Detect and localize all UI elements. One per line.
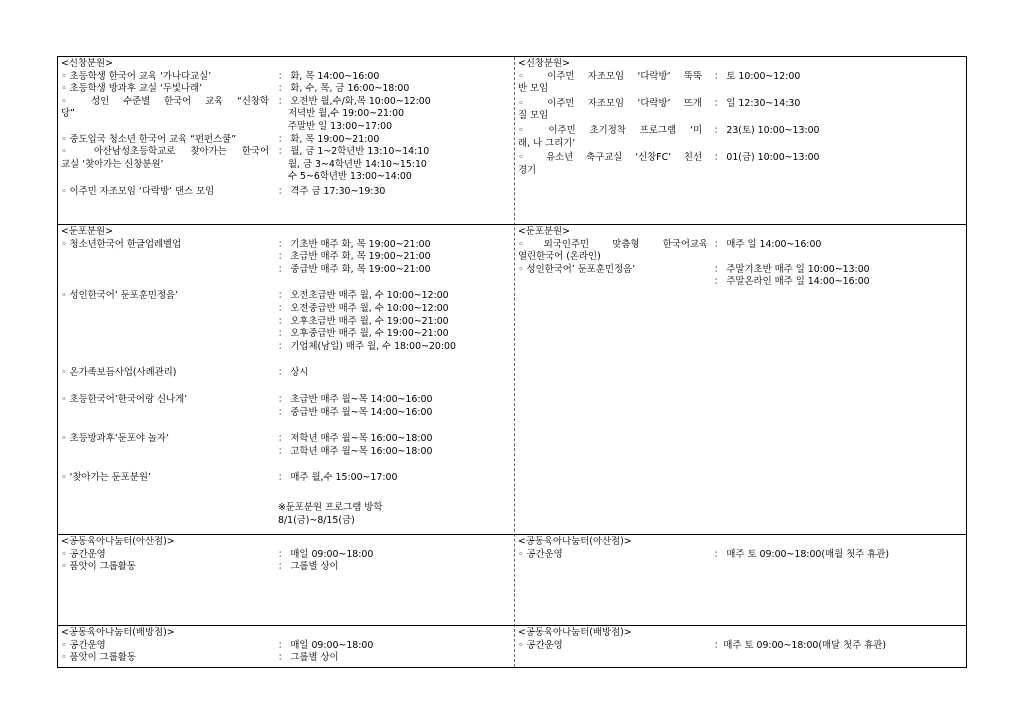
program-time-line: ： 01(금) 10:00~13:00 [714,152,820,164]
program-row [61,71,511,84]
program-time [278,83,409,96]
section-title: <둔포분원> [61,226,113,237]
program-time [278,71,379,84]
program-label [518,239,708,264]
program-label: ◦ 초등한국어’한국어랑 신나게’ [61,393,188,405]
program-time [278,96,431,134]
program-row [61,239,511,277]
program-time-line: ： 월, 금 1~2학년반 13:10~14:10 [278,146,430,158]
program-list [518,640,963,653]
program-row [61,561,511,574]
program-time-line: ： 상시 [278,367,309,379]
program-time-line: ： 주말온라인 매주 일 14:00~16:00 [714,276,870,288]
program-label-line: ◦ 초등학생 한국어 교육 ‘가나다교실’ [61,70,212,82]
program-label [518,125,702,150]
program-time [714,98,800,111]
program-label-line: ◦ 중도입국 청소년 한국어 교육 “펀펀스쿨” [61,133,237,145]
program-list [61,549,511,574]
program-row [518,152,963,177]
program-row [61,394,511,419]
program-time-line: ： 오후초급반 매주 월, 수 19:00~21:00 [278,315,449,327]
program-time-line: ： 화, 목 14:00~16:00 [278,70,380,82]
program-label-line: 경기 [518,164,537,176]
program-label-line: 반 모임 [518,83,549,95]
program-row [518,71,963,96]
program-time [714,125,820,138]
schedule-sheet [57,56,967,668]
program-row [518,98,963,123]
program-time [278,394,432,419]
program-time [278,186,385,199]
program-time [714,71,800,84]
program-time [714,239,821,252]
program-row [518,239,963,264]
program-row [518,264,963,289]
program-list [518,71,963,178]
asan-nanum-right-cell [518,536,963,624]
program-time: ： 매주 토 09:00~18:00(매월 첫주 휴관) [714,548,889,560]
program-time-line: 수 5~6학년반 13:00~14:00 [288,171,412,183]
program-time-line: ： 오전초급반 매주 월, 수 10:00~12:00 [278,290,449,302]
section-title: <둔포분원> [518,226,570,237]
program-label-line: ◦ 이주민 자조모임 ‘다락방’ 댄스 모임 [61,185,215,197]
program-time-line: ： 오전반 월,수/화,목 10:00~12:00 [278,95,431,107]
program-time-line: ： 저학년 매주 월~목 16:00~18:00 [278,433,433,445]
program-list [518,549,963,562]
program-label [518,98,702,123]
program-time-line: ： 매주 월,수 15:00~17:00 [278,472,398,484]
program-label [61,186,269,199]
program-label-line: ◦ 초등학생 방과후 교실 ‘두빛나래’ [61,83,203,95]
asan-nanum-left-cell [61,536,511,624]
program-label-line: ◦ 이주민 자조모임 ‘다락방’ 뜨개 [518,97,702,109]
program-label: ◦ ‘찾아가는 둔포분원’ [61,472,151,484]
program-list [61,71,511,199]
program-label-line: ◦ 성인 수준별 한국어 교육 “신창학 [61,95,269,107]
program-row [61,652,511,665]
program-time-line: ： 중급반 매주 화, 목 19:00~21:00 [278,263,431,275]
program-time-line: ： 토 10:00~12:00 [714,70,801,82]
baebang-nanum-right-cell [518,627,963,667]
program-label [61,96,269,121]
program-time-line: ： 고학년 매주 월~목 16:00~18:00 [278,445,433,457]
program-time-line: ： 기업체(남일) 매주 월, 수 18:00~20:00 [278,340,456,352]
program-time-line: ： 격주 금 17:30~19:30 [278,185,386,197]
program-label: ◦ 공간운영 [61,548,106,560]
program-label: ◦ 공간운영 [518,639,563,651]
section-title: <공동육아나눔터(배방점)> [518,627,632,638]
program-row [61,433,511,458]
program-label: ◦ 청소년한국어 한글업레벨업 [61,238,182,250]
program-time-line: ： 23(토) 10:00~13:00 [714,124,820,136]
sinchang-right-cell [518,58,963,223]
program-time-line: ： 화, 수, 목, 금 16:00~18:00 [278,83,410,95]
note-line: 8/1(금)~8/15(금) [278,514,355,526]
program-time-line: ： 기초반 매주 화, 목 19:00~21:00 [278,238,431,250]
program-row [518,125,963,150]
program-label-line: 래, 나 그리기’ [518,137,576,149]
program-time: ： 그룹별 상이 [278,652,339,664]
program-label-line: 당” [61,108,75,120]
program-list [61,239,511,485]
dunpo-left-cell [61,226,511,533]
program-time-line: ： 초급반 매주 월~목 14:00~16:00 [278,393,433,405]
program-row [518,640,963,653]
program-time [278,433,432,458]
vacation-note [278,502,382,527]
program-time-line: ： 오후중급반 매주 월, 수 19:00~21:00 [278,328,449,340]
program-row [518,549,963,562]
program-time-line: 저녁반 월,수 19:00~21:00 [288,108,405,120]
program-row [61,146,511,184]
program-row [61,134,511,147]
sinchang-left-cell [61,58,511,223]
program-label [518,71,702,96]
program-time [278,290,456,353]
program-label-line: 질 모임 [518,110,549,122]
program-label-line: ◦ 이주민 초기정착 프로그램 ‘미 [518,124,702,136]
program-time: ：매주 토 09:00~18:00(매달 첫주 휴관) [714,639,887,651]
section-title: <신창분원> [518,58,570,69]
program-row [61,472,511,485]
program-row [61,83,511,96]
program-label: ◦ 공간운영 [61,639,106,651]
baebang-nanum-left-cell [61,627,511,667]
program-label: ◦ 온가족보듬사업(사례관리) [61,367,177,379]
program-time [278,146,429,184]
program-label [61,71,269,84]
program-label: ◦ 공간운영 [518,548,563,560]
program-row [61,549,511,562]
program-time [714,152,820,165]
program-row [61,640,511,653]
program-label: ◦ 초등방과후’둔포야 놀자’ [61,433,170,445]
section-title: <공동육아나눔터(배방점)> [61,627,175,638]
program-time-line: 주말반 일 13:00~17:00 [288,120,393,132]
program-label-line: 교실 ‘찾아가는 신창분원’ [61,158,164,170]
program-row [61,367,511,380]
program-time [278,134,379,147]
program-list [518,239,963,289]
program-time [278,239,431,277]
dunpo-right-cell [518,226,963,533]
program-time: ： 그룹별 상이 [278,561,339,573]
program-label: ◦ 성인한국어’ 둔포훈민정음’ [61,290,179,302]
section-title: <공동육아나눔터(아산점)> [518,536,632,547]
program-time-line: ： 매주 일 14:00~16:00 [714,238,822,250]
program-label-line: ◦ 유소년 축구교실 ‘신창FC’ 친선 [518,152,702,164]
section-title: <신창분원> [61,58,113,69]
section-divider [58,625,966,626]
program-label: ◦ 품앗이 그룹활동 [61,652,136,664]
program-label-line: ◦외국인주민 맞춤형 한국어교육 [518,238,708,250]
program-label-line: ◦ 아산남성초등학교로 찾아가는 한국어 [61,146,269,158]
program-label [61,134,269,147]
program-time-line: 월, 금 3~4학년반 14:10~15:10 [288,158,427,170]
program-time-line: ： 초급반 매주 화, 목 19:00~21:00 [278,251,431,263]
program-label: ◦ 품앗이 그룹활동 [61,561,136,573]
program-list [61,640,511,665]
program-row [61,186,511,199]
program-time [278,367,308,380]
program-time [278,472,397,485]
program-time-line: ： 중급반 매주 월~목 14:00~16:00 [278,406,433,418]
note-line: ※둔포분원 프로그램 방학 [278,502,383,513]
program-label [518,152,702,177]
program-time-line: ： 오전중급반 매주 월, 수 10:00~12:00 [278,302,449,314]
program-label-line: ◦ 성인한국어’ 둔포훈민정음’ [518,263,636,275]
section-title: <공동육아나눔터(아산점)> [61,536,175,547]
program-label-line: ◦ 이주민 자조모임 ‘다락방’ 뚝뚝 [518,70,702,82]
program-row [61,96,511,134]
program-label [61,146,269,171]
program-time-line: ： 주말기초반 매주 일 10:00~13:00 [714,263,870,275]
section-divider [58,224,966,225]
program-label [518,264,708,277]
program-row [61,290,511,353]
program-label [61,83,269,96]
program-time [714,264,870,289]
program-time: ： 매일 09:00~18:00 [278,548,374,560]
program-label-line: 열린한국어 (온라인) [518,251,601,263]
section-divider [58,534,966,535]
program-time: ： 매일 09:00~18:00 [278,639,374,651]
program-time-line: ： 일 12:30~14:30 [714,97,801,109]
program-time-line: ： 화, 목 19:00~21:00 [278,133,380,145]
column-divider [514,57,515,667]
